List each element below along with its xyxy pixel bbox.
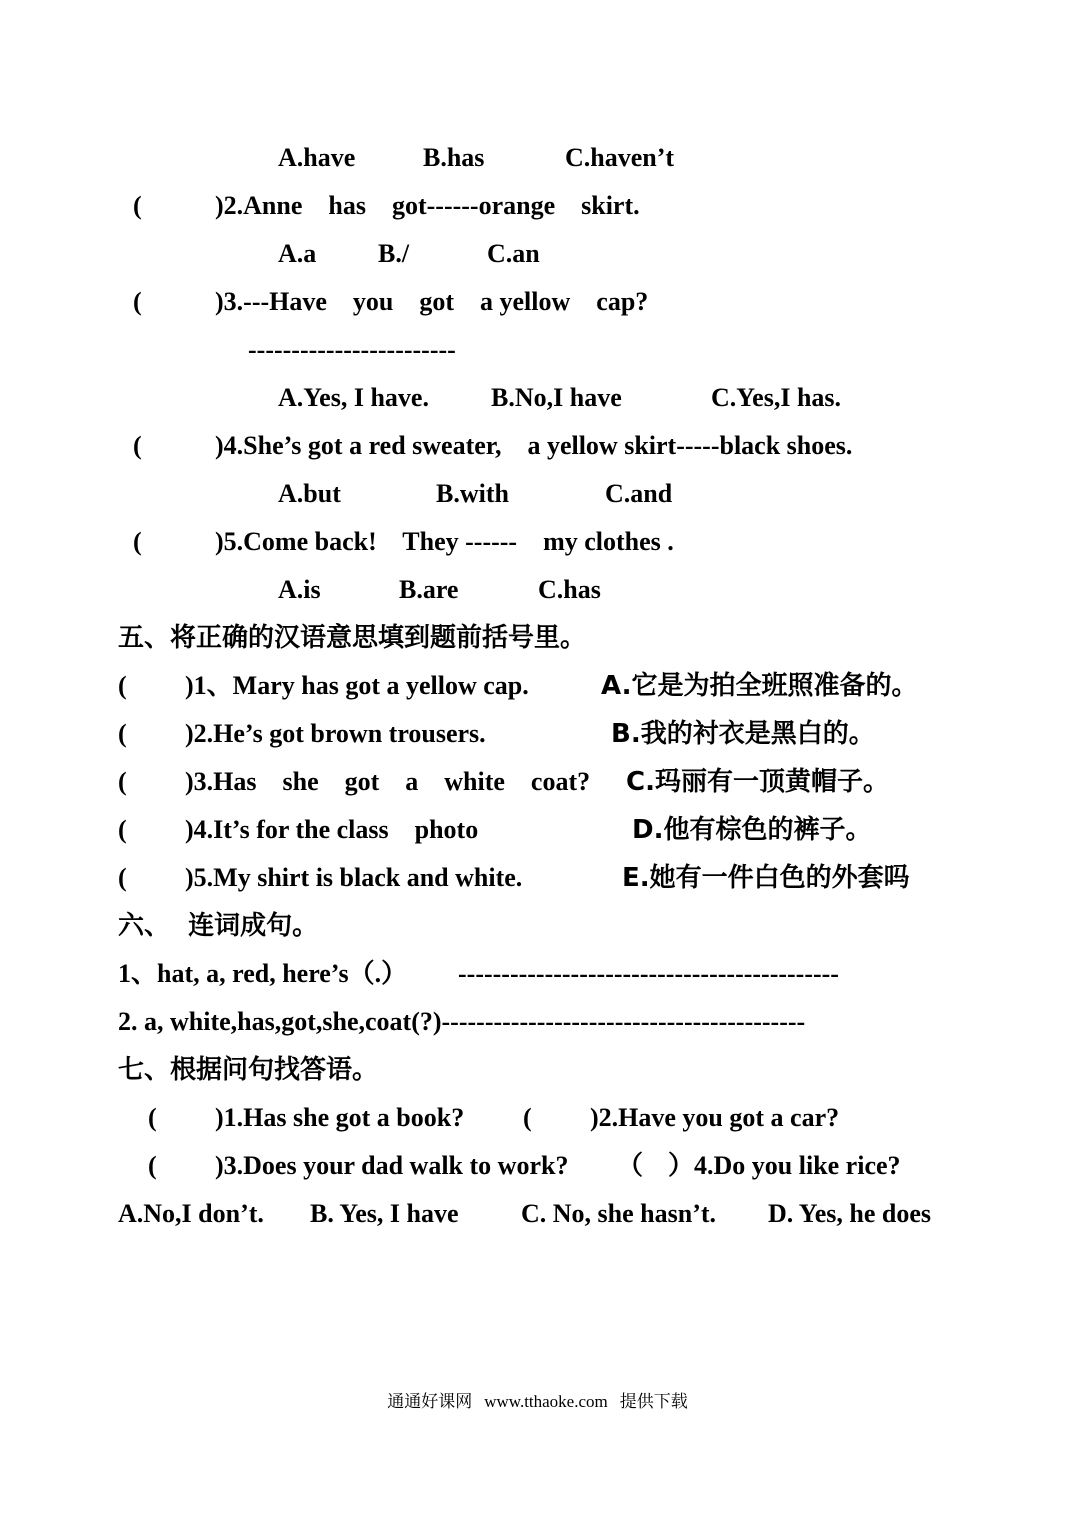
english-sentence: )3.Has she got a white coat? <box>185 767 591 796</box>
answer-blank: ( <box>118 671 127 700</box>
question-text: )5.Come back! They ------ my clothes . <box>215 527 674 556</box>
answer-blank: ( <box>133 191 142 220</box>
section-heading: 六、 连词成句。 <box>118 911 319 941</box>
q2-option-a: A.a <box>278 239 317 268</box>
question-text: )2.Anne has got------orange skirt. <box>215 191 640 220</box>
page-footer <box>0 1390 1075 1414</box>
english-sentence: )4.It’s for the class photo <box>185 815 479 844</box>
q2-option-b: B./ <box>378 239 410 268</box>
q1-option-b: B.has <box>423 143 485 172</box>
q3-option-b: B.No,I have <box>491 383 622 412</box>
answer-blank: （ <box>617 1151 644 1180</box>
chinese-meaning: E.她有一件白色的外套吗 <box>622 863 910 893</box>
english-sentence: )1、Mary has got a yellow cap. <box>185 671 529 700</box>
answer-line: ------------------------ <box>248 335 456 364</box>
section-heading: 七、根据问句找答语。 <box>118 1055 379 1085</box>
english-sentence: )2.He’s got brown trousers. <box>185 719 486 748</box>
answer-blank: ( <box>148 1151 157 1180</box>
answer-blank: ( <box>523 1103 532 1132</box>
q1-option-a: A.have <box>278 143 356 172</box>
answer-blank: ( <box>118 719 127 748</box>
q4-option-a: A.but <box>278 479 341 508</box>
answer-blank: ( <box>118 863 127 892</box>
answer-blank: ( <box>133 431 142 460</box>
question-text: )2.Have you got a car? <box>590 1103 840 1132</box>
answer-line: -------------------------------------------- <box>458 959 839 988</box>
question-text: )3.Does your dad walk to work? <box>215 1151 569 1180</box>
word-list: 2. a, white,has,got,she,coat(?)------------------------------------------ <box>118 1007 806 1036</box>
chinese-meaning: B.我的衬衣是黑白的。 <box>611 719 875 749</box>
chinese-meaning: A.它是为拍全班照准备的。 <box>601 671 918 701</box>
q5-option-b: B.are <box>399 575 459 604</box>
footer-note: 提供下载 <box>619 1392 688 1412</box>
q5-option-c: C.has <box>538 575 601 604</box>
answer-option-d: D. Yes, he does <box>768 1199 931 1228</box>
question-text: )4.She’s got a red sweater, a yellow skirt-----black shoes. <box>215 431 853 460</box>
answer-option-a: A.No,I don’t. <box>118 1199 264 1228</box>
answer-option-c: C. No, she hasn’t. <box>521 1199 717 1228</box>
answer-blank: ( <box>133 527 142 556</box>
word-list: 1、hat, a, red, here’s（.） <box>118 959 408 988</box>
answer-blank: ( <box>148 1103 157 1132</box>
q3-option-c: C.Yes,I has. <box>711 383 842 412</box>
question-text: )3.---Have you got a yellow cap? <box>215 287 649 316</box>
q4-option-b: B.with <box>436 479 509 508</box>
section-heading: 五、将正确的汉语意思填到题前括号里。 <box>118 623 587 653</box>
footer-url[interactable]: www.tthaoke.com <box>484 1392 608 1411</box>
chinese-meaning: C.玛丽有一顶黄帽子。 <box>626 767 889 797</box>
answer-blank: ( <box>133 287 142 316</box>
q4-option-c: C.and <box>605 479 673 508</box>
q5-option-a: A.is <box>278 575 321 604</box>
answer-option-b: B. Yes, I have <box>310 1199 459 1228</box>
q2-option-c: C.an <box>487 239 540 268</box>
english-sentence: )5.My shirt is black and white. <box>185 863 523 892</box>
q3-option-a: A.Yes, I have. <box>278 383 429 412</box>
footer-site-name: 通通好课网 <box>387 1392 473 1412</box>
question-text: )1.Has she got a book? <box>215 1103 465 1132</box>
q1-option-c: C.haven’t <box>565 143 675 172</box>
question-text: ）4.Do you like rice? <box>668 1151 901 1180</box>
answer-blank: ( <box>118 767 127 796</box>
answer-blank: ( <box>118 815 127 844</box>
chinese-meaning: D.他有棕色的裤子。 <box>632 815 872 845</box>
